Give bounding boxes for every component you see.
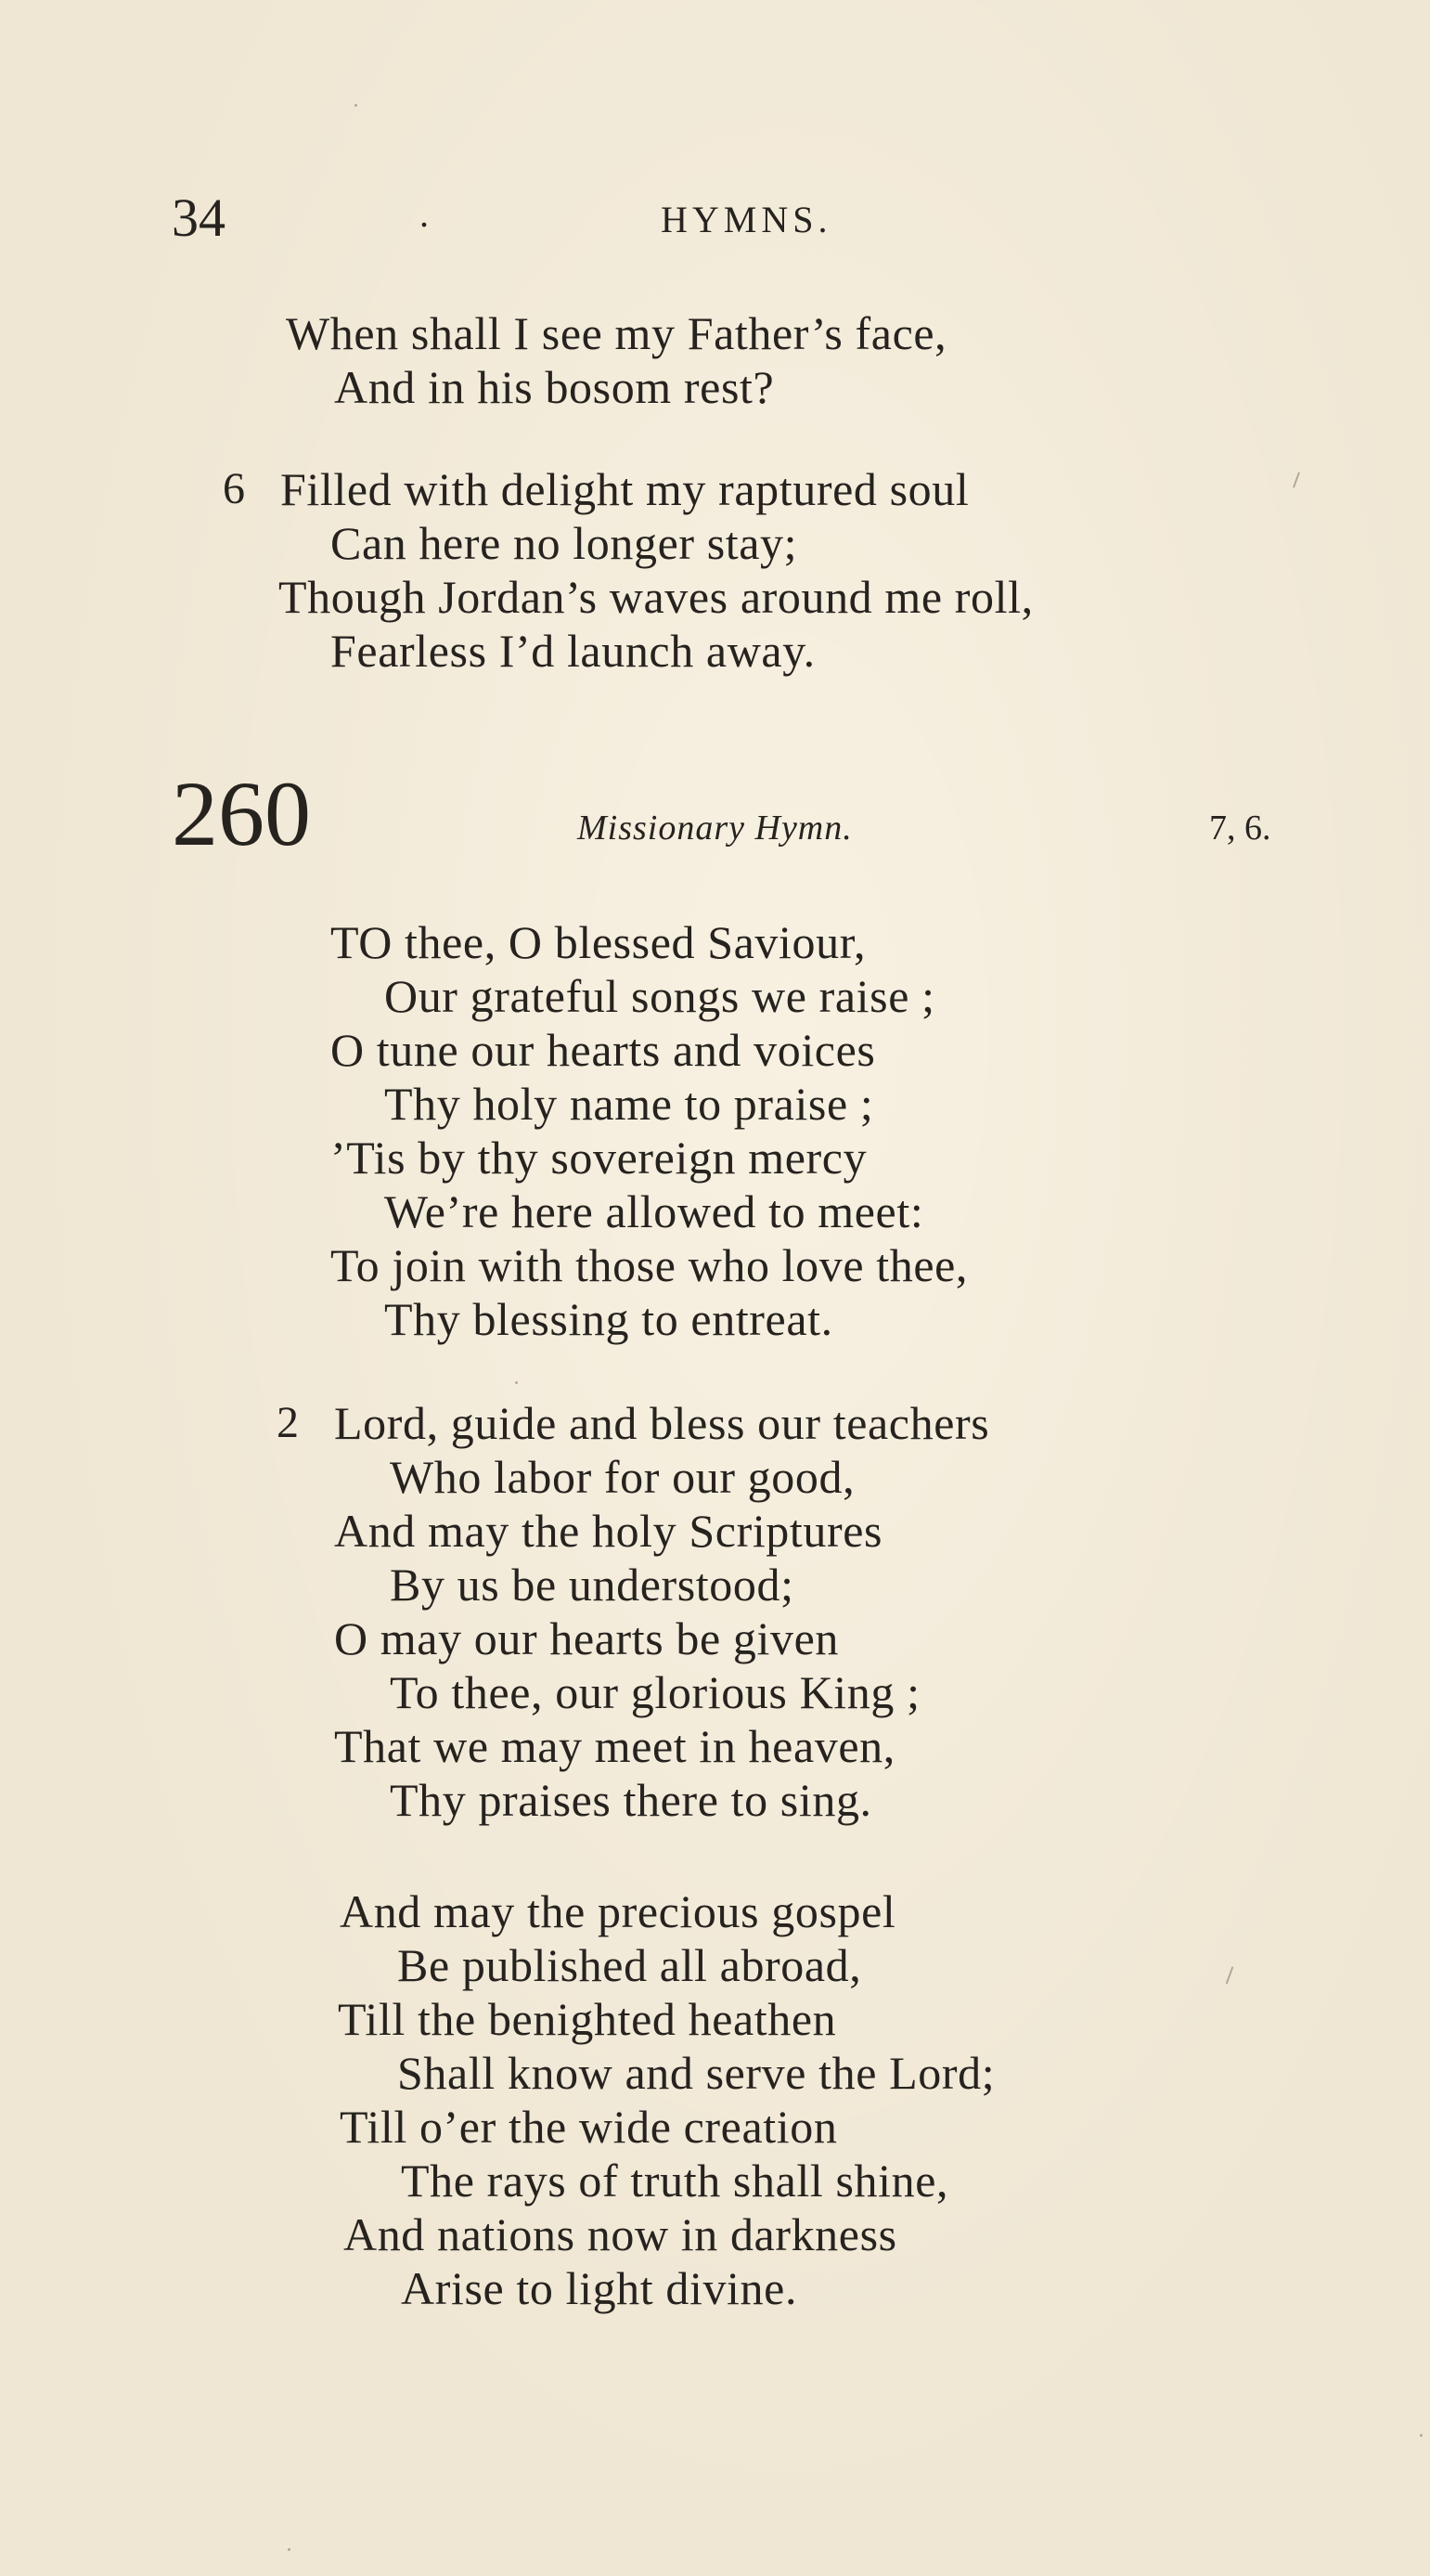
verse-line: Thy holy name to praise ;	[384, 1078, 874, 1130]
hymn-title: Missionary Hymn.	[577, 809, 853, 848]
verse-line: ’Tis by thy sovereign mercy	[330, 1132, 868, 1184]
paper-speck	[1293, 472, 1300, 488]
verse-line: And in his bosom rest?	[334, 361, 775, 413]
stanza-number: 2	[277, 1398, 299, 1447]
verse-line: To join with those who love thee,	[330, 1239, 969, 1291]
verse-line: That we may meet in heaven,	[334, 1720, 895, 1772]
verse-line: O tune our hearts and voices	[330, 1024, 876, 1076]
paper-speck	[288, 2548, 290, 2551]
verse-line: O may our hearts be given	[334, 1612, 840, 1664]
verse-line: Shall know and serve the Lord;	[397, 2047, 996, 2099]
verse-line: Fearless I’d launch away.	[330, 625, 816, 677]
page-number: 34	[172, 188, 225, 248]
verse-line: TO thee, O blessed Saviour,	[330, 916, 867, 968]
verse-line: Our grateful songs we raise ;	[384, 970, 935, 1022]
verse-line: Arise to light divine.	[401, 2262, 798, 2314]
hymn-meter: 7, 6.	[1209, 809, 1271, 848]
verse-line: Can here no longer stay;	[330, 517, 798, 569]
verse-line: Be published all abroad,	[397, 1939, 862, 1991]
verse-line: When shall I see my Father’s face,	[286, 307, 947, 359]
paper-speck	[1420, 2434, 1423, 2437]
verse-line: Till the benighted heathen	[338, 1993, 837, 2045]
verse-line: To thee, our glorious King ;	[390, 1666, 921, 1718]
verse-line: Though Jordan’s waves around me roll,	[278, 571, 1034, 623]
verse-line: We’re here allowed to meet:	[384, 1185, 924, 1237]
verse-line: Who labor for our good,	[390, 1451, 856, 1503]
verse-line: Thy blessing to entreat.	[384, 1293, 833, 1345]
verse-line: And nations now in darkness	[343, 2208, 897, 2260]
verse-line: Thy praises there to sing.	[390, 1774, 872, 1826]
verse-line: And may the holy Scriptures	[334, 1505, 883, 1557]
verse-line: By us be understood;	[390, 1559, 794, 1611]
paper-speck	[1226, 1966, 1234, 1984]
header-separator: .	[419, 193, 433, 235]
verse-line: And may the precious gospel	[340, 1885, 896, 1937]
hymn-number: 260	[172, 762, 311, 865]
paper-speck	[354, 104, 357, 107]
stanza-number: 6	[223, 464, 245, 513]
paper-speck	[515, 1381, 518, 1384]
verse-line: Filled with delight my raptured soul	[280, 463, 970, 515]
verse-line: Till o’er the wide creation	[340, 2101, 838, 2153]
running-title: HYMNS.	[661, 199, 832, 240]
verse-line: The rays of truth shall shine,	[401, 2155, 949, 2207]
verse-line: Lord, guide and bless our teachers	[334, 1397, 990, 1449]
